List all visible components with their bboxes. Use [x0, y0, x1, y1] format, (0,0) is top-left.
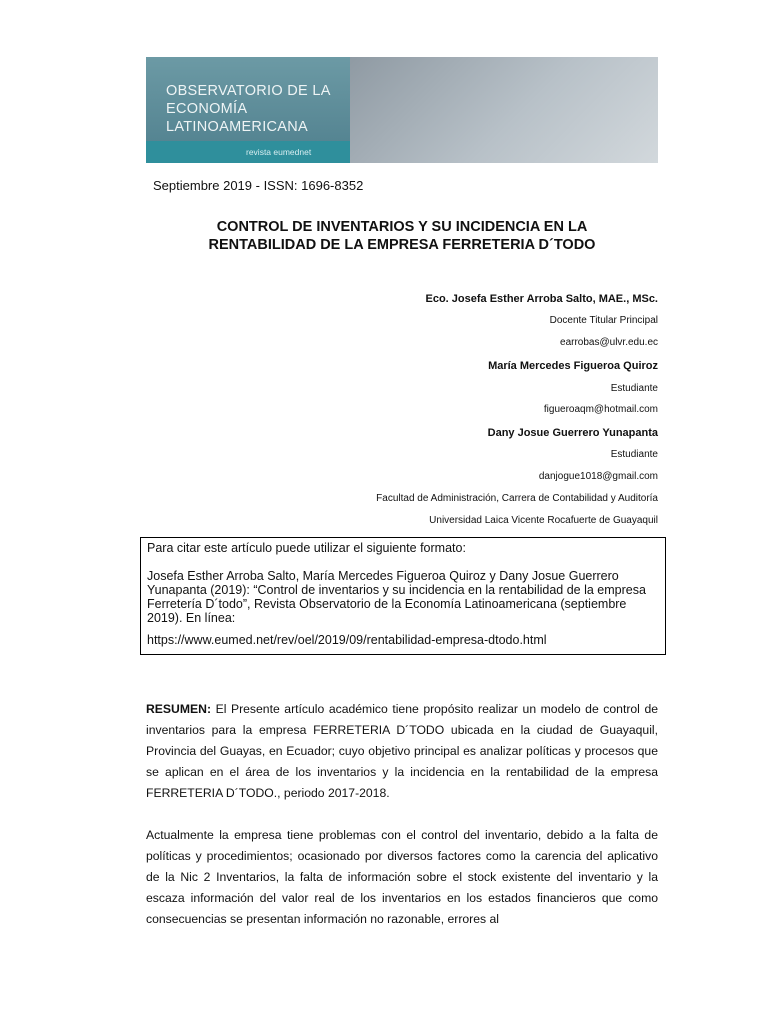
- banner-subtitle: revista eumednet: [246, 147, 312, 157]
- body-paragraph: Actualmente la empresa tiene problemas con el control del inventario, debido a la falta de políticas y procedimientos; ocasionado por diversos factores como la carencia del aplicativo de la Nic 2 Inventarios, la falta de información sobre el stock existente del inventario y la escaza información del valor real de los inventarios en los estados financieros que como consecuencias se presentan información no razonable, errores al: [146, 828, 658, 926]
- university-affiliation: Universidad Laica Vicente Rocafuerte de Guayaquil: [429, 515, 658, 526]
- banner-title-line2: ECONOMÍA: [166, 101, 248, 117]
- author-name: Dany Josue Guerrero Yunapanta: [487, 427, 658, 439]
- banner-strip: [146, 141, 350, 163]
- title-line2: RENTABILIDAD DE LA EMPRESA FERRETERIA D´TODO: [208, 237, 596, 253]
- citation-text: Josefa Esther Arroba Salto, María Mercedes Figueroa Quiroz y Dany Josue Guerrero Yunapanta (2019): “Control de inventarios y su incidencia en la rentabilidad de la empresa Ferretería D´todo”, Revista Observatorio de la Economía Latinoamericana (septiembre 2019). En línea:: [147, 569, 646, 625]
- journal-banner: [146, 57, 658, 163]
- abstract-paragraph: [146, 699, 658, 804]
- banner-photo: [350, 57, 658, 163]
- author-role: Estudiante: [610, 449, 658, 460]
- banner-title-line3: LATINOAMERICANA: [166, 119, 309, 135]
- title-line1: CONTROL DE INVENTARIOS Y SU INCIDENCIA EN LA: [216, 219, 588, 235]
- citation-box: [140, 537, 666, 655]
- abstract-label: RESUMEN:: [146, 702, 212, 716]
- author-email: earrobas@ulvr.edu.ec: [560, 337, 658, 348]
- faculty-affiliation: Facultad de Administración, Carrera de Contabilidad y Auditoría: [376, 493, 658, 504]
- citation-url: https://www.eumed.net/rev/oel/2019/09/rentabilidad-empresa-dtodo.html: [147, 633, 547, 647]
- author-name: Eco. Josefa Esther Arroba Salto, MAE., MSc.: [425, 293, 658, 305]
- author-role: Docente Titular Principal: [549, 315, 658, 326]
- article-title: [146, 218, 658, 254]
- abstract-text: El Presente artículo académico tiene propósito realizar un modelo de control de inventarios para la empresa FERRETERIA D´TODO ubicada en la ciudad de Guayaquil, Provincia del Guayas, en Ecuador; cuyo objetivo principal es analizar políticas y procesos que se aplican en el área de los inventarios y la incidencia en la rentabilidad de la empresa FERRETERIA D´TODO., periodo 2017-2018.: [146, 702, 658, 800]
- author-role: Estudiante: [610, 383, 658, 394]
- author-email: danjogue1018@gmail.com: [538, 471, 658, 482]
- banner-title-line1: OBSERVATORIO DE LA: [166, 83, 331, 99]
- issn-line: Septiembre 2019 - ISSN: 1696-8352: [153, 178, 364, 193]
- author-email: figueroaqm@hotmail.com: [543, 404, 658, 415]
- citation-intro: Para citar este artículo puede utilizar el siguiente formato:: [147, 541, 466, 555]
- author-name: María Mercedes Figueroa Quiroz: [488, 360, 658, 372]
- banner-title-panel: [146, 57, 350, 163]
